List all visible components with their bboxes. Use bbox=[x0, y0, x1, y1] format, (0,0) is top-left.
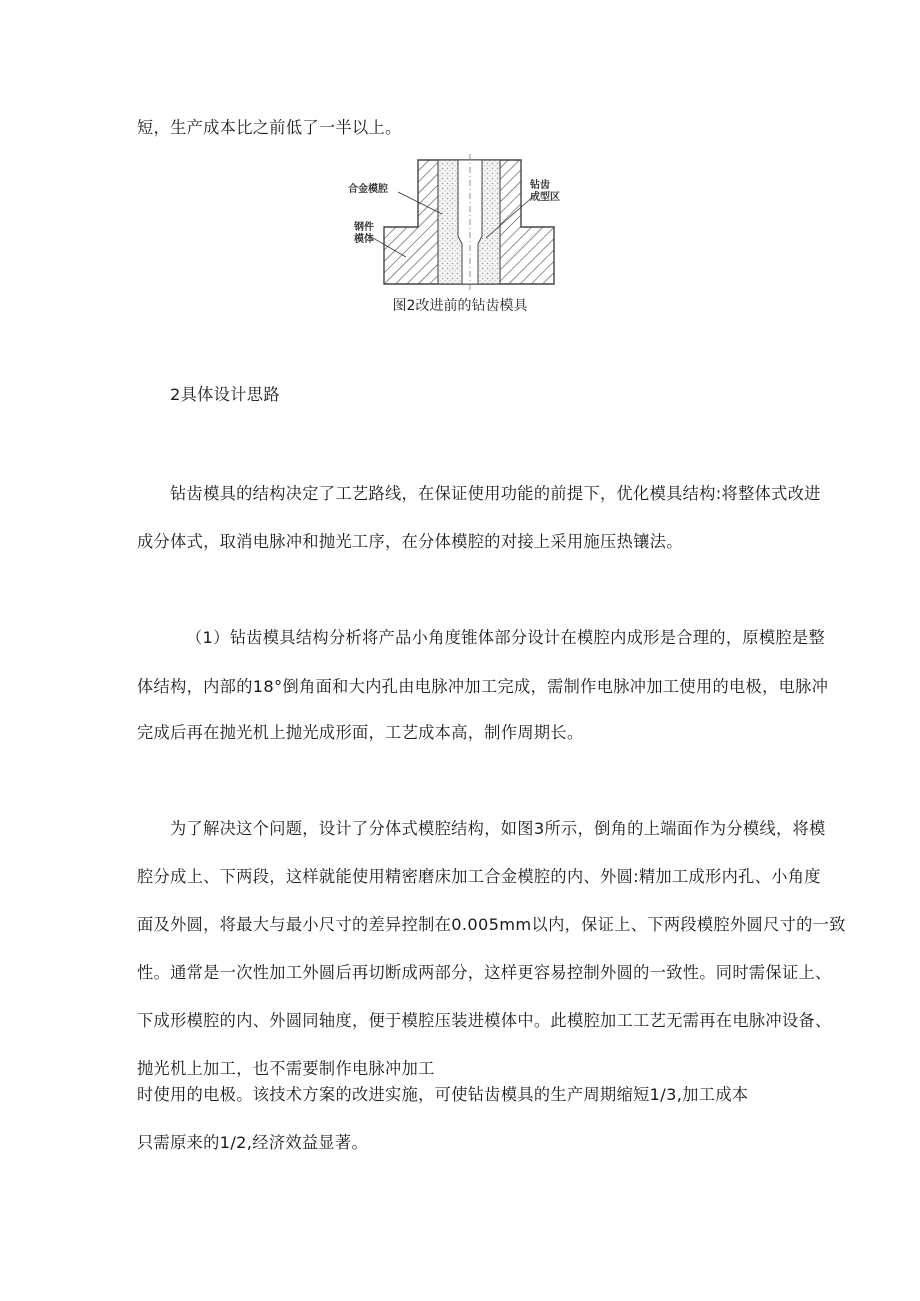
paragraph-line: 完成后再在抛光机上抛光成形面，工艺成本高，制作周期长。 bbox=[137, 723, 584, 742]
label-steel-body-line2: 模体 bbox=[354, 234, 374, 245]
paragraph-line: （1）钻齿模具结构分析将产品小角度锥体部分设计在模腔内成形是合理的，原模腔是整 bbox=[186, 628, 826, 647]
figure-caption: 图2改进前的钻齿模具 bbox=[392, 298, 528, 314]
section-heading: 2具体设计思路 bbox=[170, 385, 280, 404]
label-forming-zone-line2: 成型区 bbox=[530, 192, 560, 203]
paragraph-line: 腔分成上、下两段，这样就能使用精密磨床加工合金模腔的内、外圆:精加工成形内孔、小角度 bbox=[137, 867, 821, 886]
paragraph-line: 面及外圆，将最大与最小尺寸的差异控制在0.005mm以内，保证上、下两段模腔外圆尺寸的一致 bbox=[137, 915, 846, 934]
paragraph-line: 时使用的电极。该技术方案的改进实施，可使钻齿模具的生产周期缩短1/3,加工成本 bbox=[137, 1085, 749, 1104]
label-steel-body-line1: 钢件 bbox=[354, 222, 374, 233]
mold-cross-section-diagram bbox=[346, 152, 586, 297]
paragraph-line: 钻齿模具的结构决定了工艺路线，在保证使用功能的前提下，优化模具结构:将整体式改进 bbox=[170, 484, 821, 503]
paragraph-line: 抛光机上加工，也不需要制作电脉冲加工 bbox=[137, 1059, 435, 1078]
label-forming-zone-line1: 钻齿 bbox=[530, 180, 550, 191]
paragraph-line: 性。通常是一次性加工外圆后再切断成两部分，这样更容易控制外圆的一致性。同时需保证上、 bbox=[137, 963, 832, 982]
mold-figure bbox=[346, 152, 586, 301]
label-alloy-cavity: 合金模腔 bbox=[348, 184, 388, 195]
paragraph-line: 下成形模腔的内、外圆同轴度，便于模腔压装进模体中。此模腔加工工艺无需再在电脉冲设备、 bbox=[137, 1011, 832, 1030]
paragraph-line: 成分体式，取消电脉冲和抛光工序，在分体模腔的对接上采用施压热镶法。 bbox=[137, 532, 683, 551]
paragraph-line: 只需原来的1/2,经济效益显著。 bbox=[137, 1133, 369, 1152]
paragraph-line: 体结构，内部的18°倒角面和大内孔由电脉冲加工完成，需制作电脉冲加工使用的电极，电脉冲 bbox=[137, 677, 829, 696]
paragraph-line: 为了解决这个问题，设计了分体式模腔结构，如图3所示，倒角的上端面作为分模线，将模 bbox=[170, 819, 826, 838]
paragraph-line: 短，生产成本比之前低了一半以上。 bbox=[137, 118, 402, 137]
